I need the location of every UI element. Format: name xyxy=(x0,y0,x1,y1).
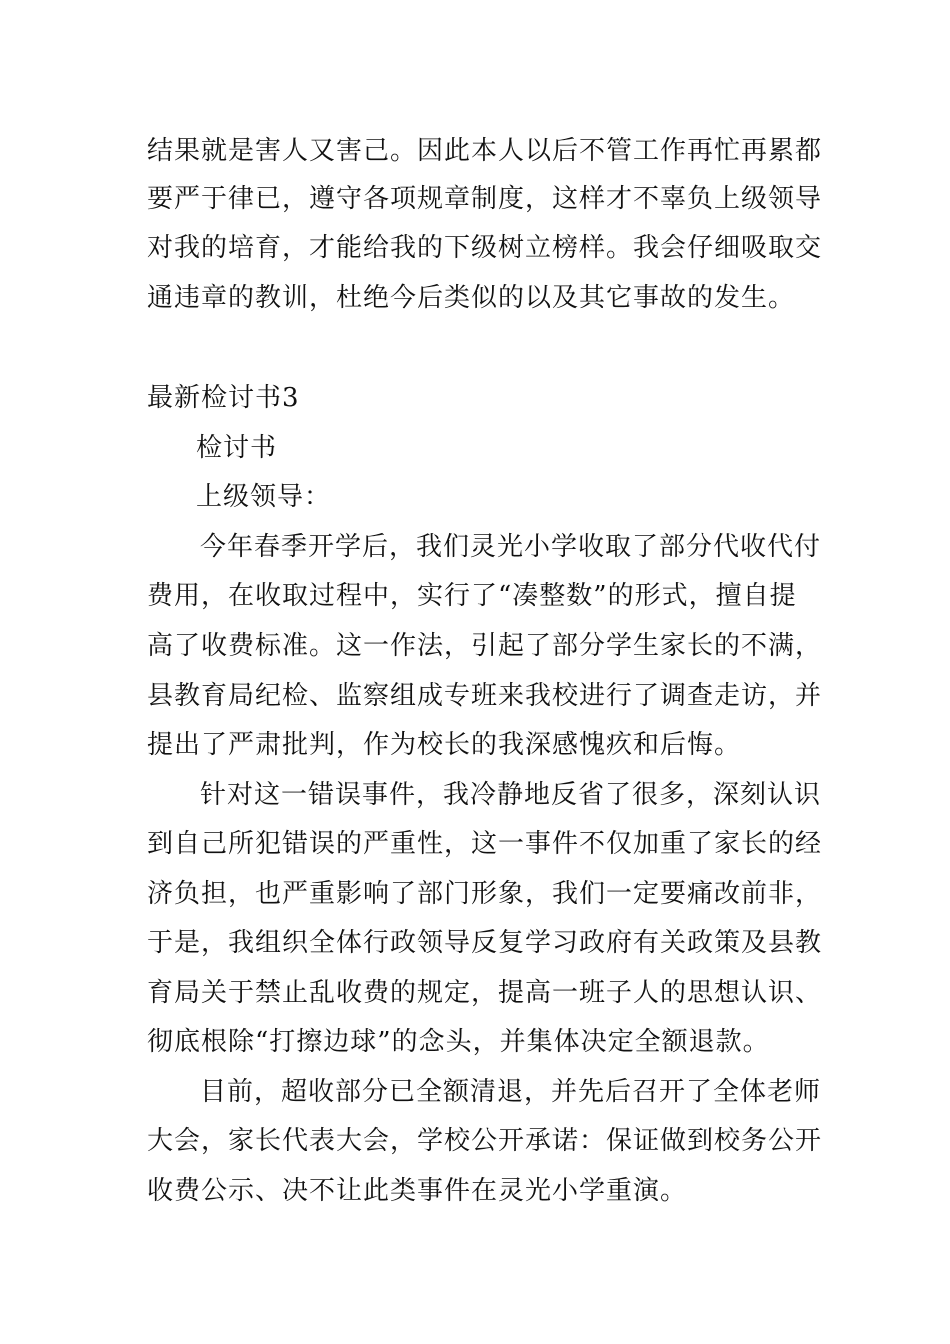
paragraph-line: 今年春季开学后，我们灵光小学收取了部分代收代付 xyxy=(200,532,822,562)
paragraph-line: 高了收费标准。这一作法，引起了部分学生家长的不满， xyxy=(147,631,823,661)
paragraph-line: 收费公示、决不让此类事件在灵光小学重演。 xyxy=(147,1176,688,1206)
paragraph-line: 到自己所犯错误的严重性，这一事件不仅加重了家长的经 xyxy=(147,829,823,859)
salutation: 上级领导： xyxy=(196,482,332,512)
paragraph-line: 提出了严肃批判，作为校长的我深感愧疚和后悔。 xyxy=(147,730,742,760)
text-line: 通违章的教训，杜绝今后类似的以及其它事故的发生。 xyxy=(147,283,796,313)
paragraph-line: 费用，在收取过程中，实行了“凑整数”的形式，擅自提 xyxy=(147,581,797,611)
paragraph-line: 针对这一错误事件，我冷静地反省了很多，深刻认识 xyxy=(200,780,822,810)
paragraph-line: 济负担，也严重影响了部门形象，我们一定要痛改前非， xyxy=(147,879,823,909)
text-line: 结果就是害人又害己。因此本人以后不管工作再忙再累都 xyxy=(147,136,823,166)
paragraph-line: 育局关于禁止乱收费的规定，提高一班子人的思想认识、 xyxy=(147,978,823,1008)
document-title: 检讨书 xyxy=(196,433,278,463)
paragraph-line: 大会，家长代表大会，学校公开承诺：保证做到校务公开 xyxy=(147,1126,823,1156)
text-line: 要严于律已，遵守各项规章制度，这样才不辜负上级领导 xyxy=(147,184,823,214)
paragraph-line: 彻底根除“打擦边球”的念头，并集体决定全额退款。 xyxy=(147,1027,770,1057)
paragraph-line: 县教育局纪检、监察组成专班来我校进行了调查走访，并 xyxy=(147,681,823,711)
text-line: 对我的培育，才能给我的下级树立榜样。我会仔细吸取交 xyxy=(147,233,823,263)
paragraph-line: 于是，我组织全体行政领导反复学习政府有关政策及县教 xyxy=(147,928,823,958)
paragraph-line: 目前，超收部分已全额清退，并先后召开了全体老师 xyxy=(200,1077,822,1107)
section-heading: 最新检讨书3 xyxy=(147,383,300,413)
